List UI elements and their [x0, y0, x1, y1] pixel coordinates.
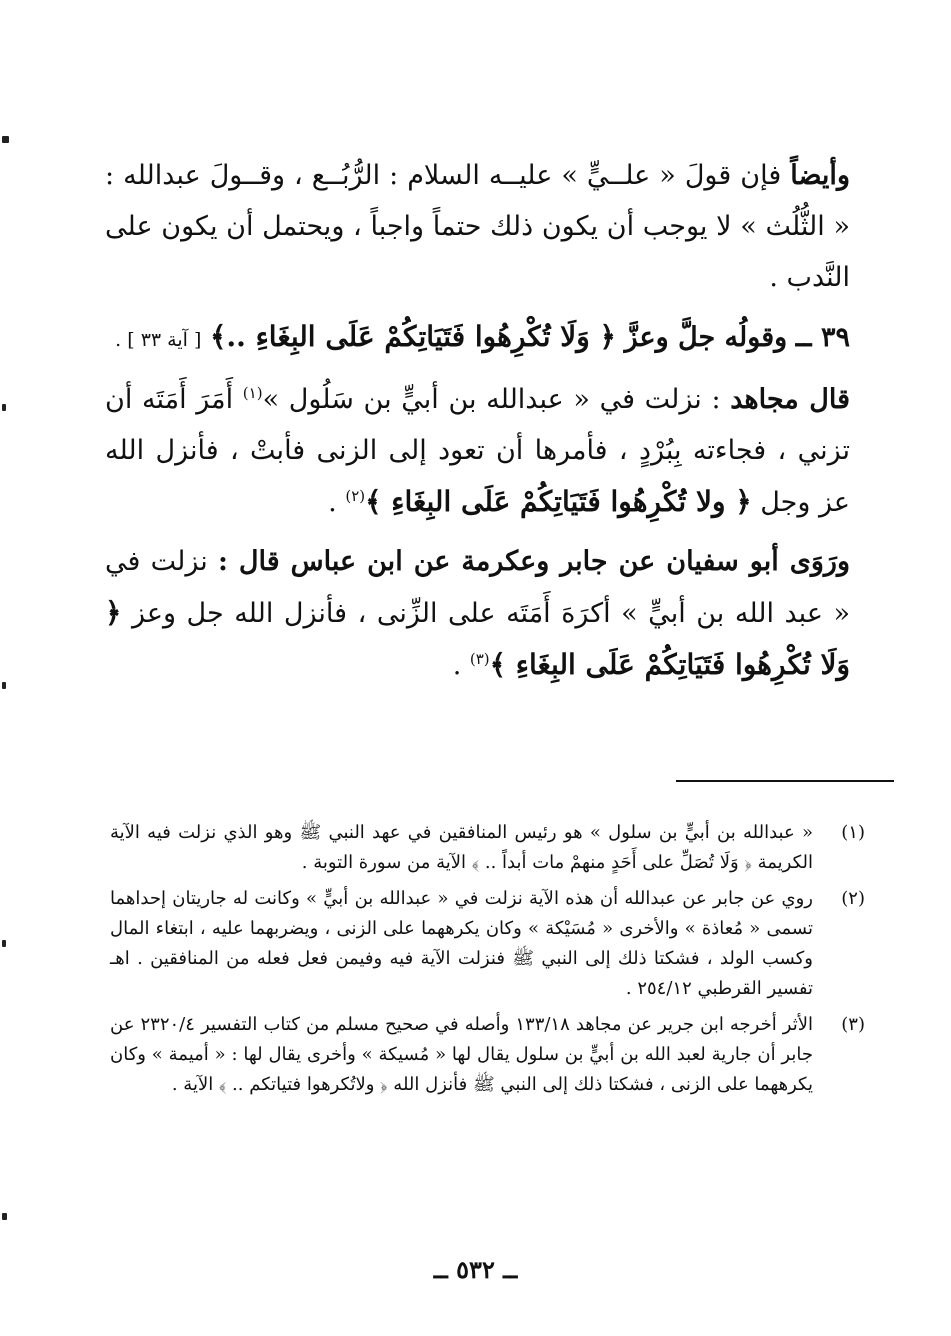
scan-mark — [2, 940, 6, 947]
footnote-2 — [110, 884, 865, 1004]
para2-verse: ﴿ وَلَا تُكْرِهُوا فَتَيَاتِكُمْ عَلَى البِغَاءِ ..﴾ — [209, 320, 616, 353]
footnote-number: (١) — [841, 822, 865, 843]
para1-lead: وأيضاً — [790, 160, 850, 191]
footnote-ref-3: (٣) — [469, 650, 490, 668]
footnote-1 — [110, 818, 865, 878]
para2-lead: وقولُه جلَّ وعزَّ — [624, 322, 788, 353]
scan-mark — [2, 136, 9, 143]
footnote-number: (٢) — [841, 888, 865, 909]
scan-mark — [2, 682, 6, 689]
footnote-ref-2: (٢) — [345, 487, 366, 505]
paragraph-4 — [105, 536, 850, 691]
footnote-text: روي عن جابر عن عبدالله أن هذه الآية نزلت في « عبدالله بن أبيٍّ » وكانت له جاريتان إحداهما تسمى « مُعاذة » والأخرى « مُسَيْكة » وكان يكرههما على الزنى ، ويضربهما عليه ، ابتغاء المال وكسب الولد ، فشكتا ذلك إلى النبي ﷺ فنزلت الآية فيه وفيمن فعل فعله من المنافقين . اهـ تفسير القرطبي ٢٥٤/١٢ . — [110, 888, 813, 999]
footnotes — [110, 818, 865, 1106]
footnote-number: (٣) — [841, 1014, 865, 1035]
footnote-text: الأثر أخرجه ابن جرير عن مجاهد ١٣٣/١٨ وأصله في صحيح مسلم من كتاب التفسير ٢٣٢٠/٤ عن جابر أن جارية لعبد الله بن أبيٍّ بن سلول يقال لها « مُسيكة » وأخرى يقال لها : « أميمة » وكان يكرههما على الزنى ، فشكتا ذلك إلى النبي ﷺ فأنزل الله ﴿ ولاتُكرهوا فتياتكم .. ﴾ الآية . — [110, 1014, 813, 1095]
para4-verse: ﴿ وَلَا تُكْرِهُوا فَتَيَاتِكُمْ عَلَى البِغَاءِ ﴾ — [105, 596, 850, 681]
para4-end: . — [452, 650, 462, 681]
scan-mark — [2, 404, 6, 411]
para4-lead: ورَوَى أبو سفيان عن جابر وعكرمة عن ابن عباس قال : — [217, 546, 850, 577]
para2-ref: [ آية ٣٣ ] . — [115, 329, 202, 351]
para3-lead: قال مجاهد — [730, 384, 850, 415]
page-number: ــ ٥٣٢ ــ — [433, 1255, 518, 1284]
main-text — [105, 150, 850, 691]
para4-text: نزلت في « عبد الله بن أبيٍّ » أكرَهَ أَمَتَه على الزِّنى ، فأنزل الله جل وعز — [105, 546, 850, 629]
para1-text: فإن قولَ « علــيٍّ » عليــه السلام : الرُّبُــع ، وقــولَ عبدالله : « الثُّلُث » لا يوجب أن يكون ذلك حتماً واجباً ، ويحتمل أن يكون على النَّدب . — [105, 160, 850, 293]
para3-end: . — [328, 487, 337, 518]
footnote-separator — [676, 780, 894, 782]
para2-number: ٣٩ ــ — [795, 322, 850, 353]
paragraph-3 — [105, 374, 850, 528]
paragraph-2 — [105, 311, 850, 366]
footnote-ref-1: (١) — [242, 384, 263, 402]
scan-mark — [2, 1213, 7, 1220]
paragraph-1 — [105, 150, 850, 303]
para3-text-a: : نزلت في « عبدالله بن أبيٍّ بن سَلُول » — [262, 384, 721, 415]
para3-text-b: أَمَرَ أَمَتَه أن تزني ، فجاءته بِبُرْدٍ ، فأمرها أن تعود إلى الزنى فأبتْ ، فأنزل الله عز وجل — [105, 384, 850, 518]
para3-verse: ﴿ ولا تُكْرِهُوا فَتَيَاتِكُمْ عَلَى البِغَاءِ ﴾ — [365, 485, 752, 518]
footnote-text: « عبدالله بن أبيٍّ بن سلول » هو رئيس المنافقين في عهد النبي ﷺ وهو الذي نزلت فيه الآية الكريمة ﴿ وَلَا تُصَلِّ على أَحَدٍ منهمْ مات أبداً .. ﴾ الآية من سورة التوبة . — [110, 822, 813, 873]
footnote-3 — [110, 1010, 865, 1100]
